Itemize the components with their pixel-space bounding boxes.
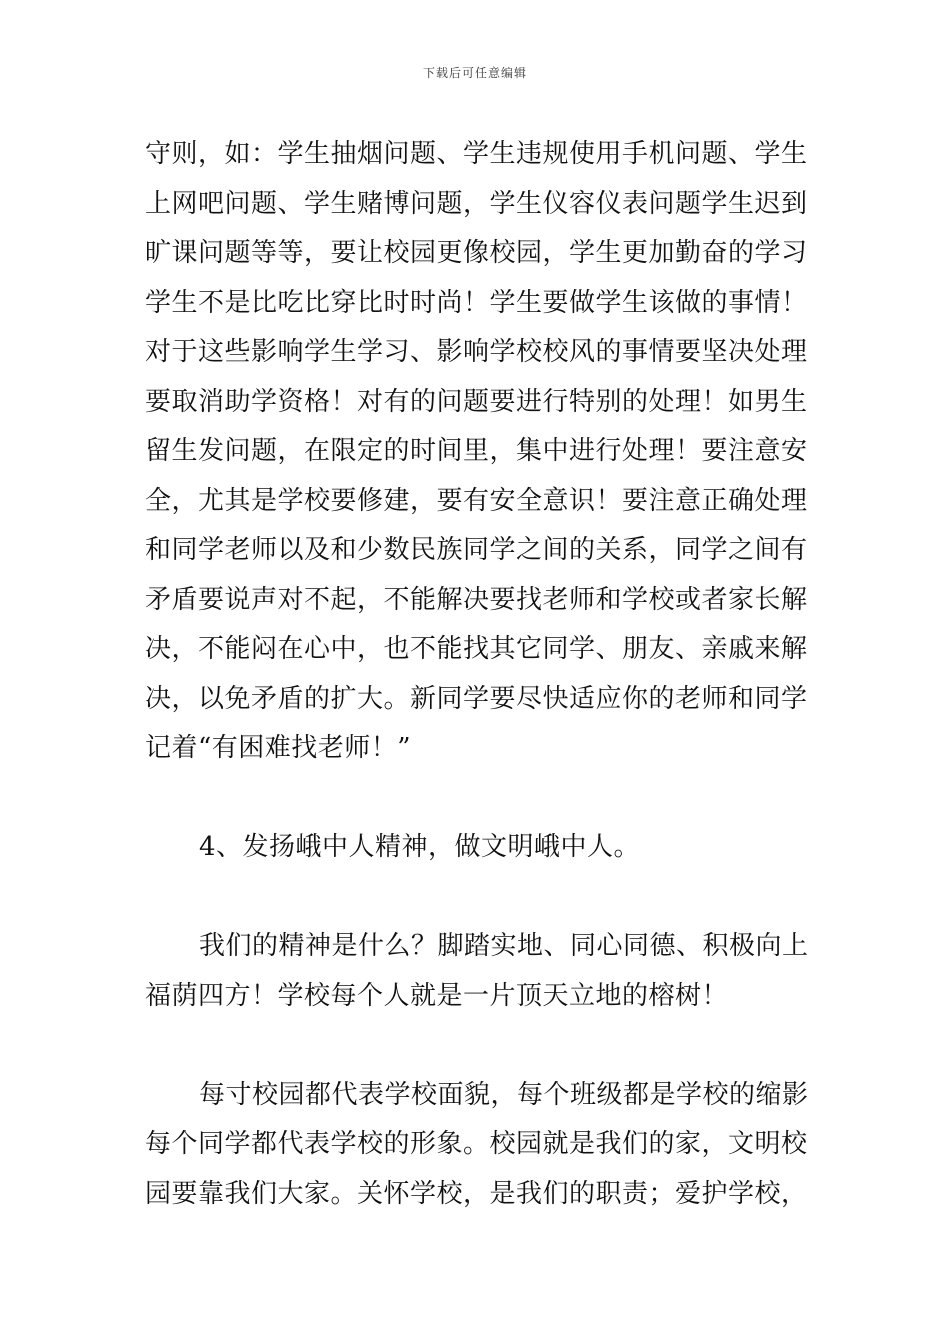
paragraph-spirit [145, 922, 810, 1021]
paragraph-spacer [145, 774, 810, 824]
text-line: 每寸校园都代表学校面貌，每个班级都是学校的缩影 [199, 1079, 809, 1110]
text-line: 记着“有困难找老师！” [145, 733, 412, 763]
text-line: 每个同学都代表学校的形象。校园就是我们的家，文明校 [145, 1129, 808, 1159]
text-line: 矛盾要说声对不起，不能解决要找老师和学校或者家长解 [145, 584, 808, 615]
text-line: 决，以免矛盾的扩大。新同学要尽快适应你的老师和同学 [145, 683, 808, 714]
text-line: 全，尤其是学校要修建，要有安全意识！要注意正确处理 [145, 485, 808, 516]
text-line: 决，不能闷在心中，也不能找其它同学、朋友、亲戚来解 [145, 634, 808, 664]
text-line: 对于这些影响学生学习、影响学校校风的事情要坚决处理 [145, 337, 808, 367]
document-body [145, 130, 810, 1219]
text-line: 我们的精神是什么？脚踏实地、同心同德、积极向上 [199, 931, 809, 961]
text-line: 留生发问题，在限定的时间里，集中进行处理！要注意安 [145, 436, 808, 466]
paragraph-rules [145, 130, 810, 774]
section-heading-4: 4、发扬峨中人精神，做文明峨中人。 [199, 832, 641, 862]
text-line: 守则，如：学生抽烟问题、学生违规使用手机问题、学生 [145, 139, 808, 169]
text-line: 旷课问题等等，要让校园更像校园，学生更加勤奋的学习 [145, 238, 808, 268]
text-line: 福荫四方！学校每个人就是一片顶天立地的榕树！ [145, 980, 729, 1011]
text-line: 和同学老师以及和少数民族同学之间的关系，同学之间有 [145, 535, 808, 565]
text-line: 学生不是比吃比穿比时时尚！学生要做学生该做的事情！ [145, 287, 808, 318]
page-header: 下载后可任意编辑 [422, 66, 527, 80]
paragraph-campus [145, 1071, 810, 1220]
text-line: 园要靠我们大家。关怀学校，是我们的职责；爱护学校， [145, 1178, 808, 1209]
paragraph-spacer [145, 873, 810, 923]
paragraph-spacer [145, 1021, 810, 1071]
text-line: 上网吧问题、学生赌博问题，学生仪容仪表问题学生迟到 [145, 188, 808, 219]
text-line: 要取消助学资格！对有的问题要进行特别的处理！如男生 [145, 386, 808, 417]
